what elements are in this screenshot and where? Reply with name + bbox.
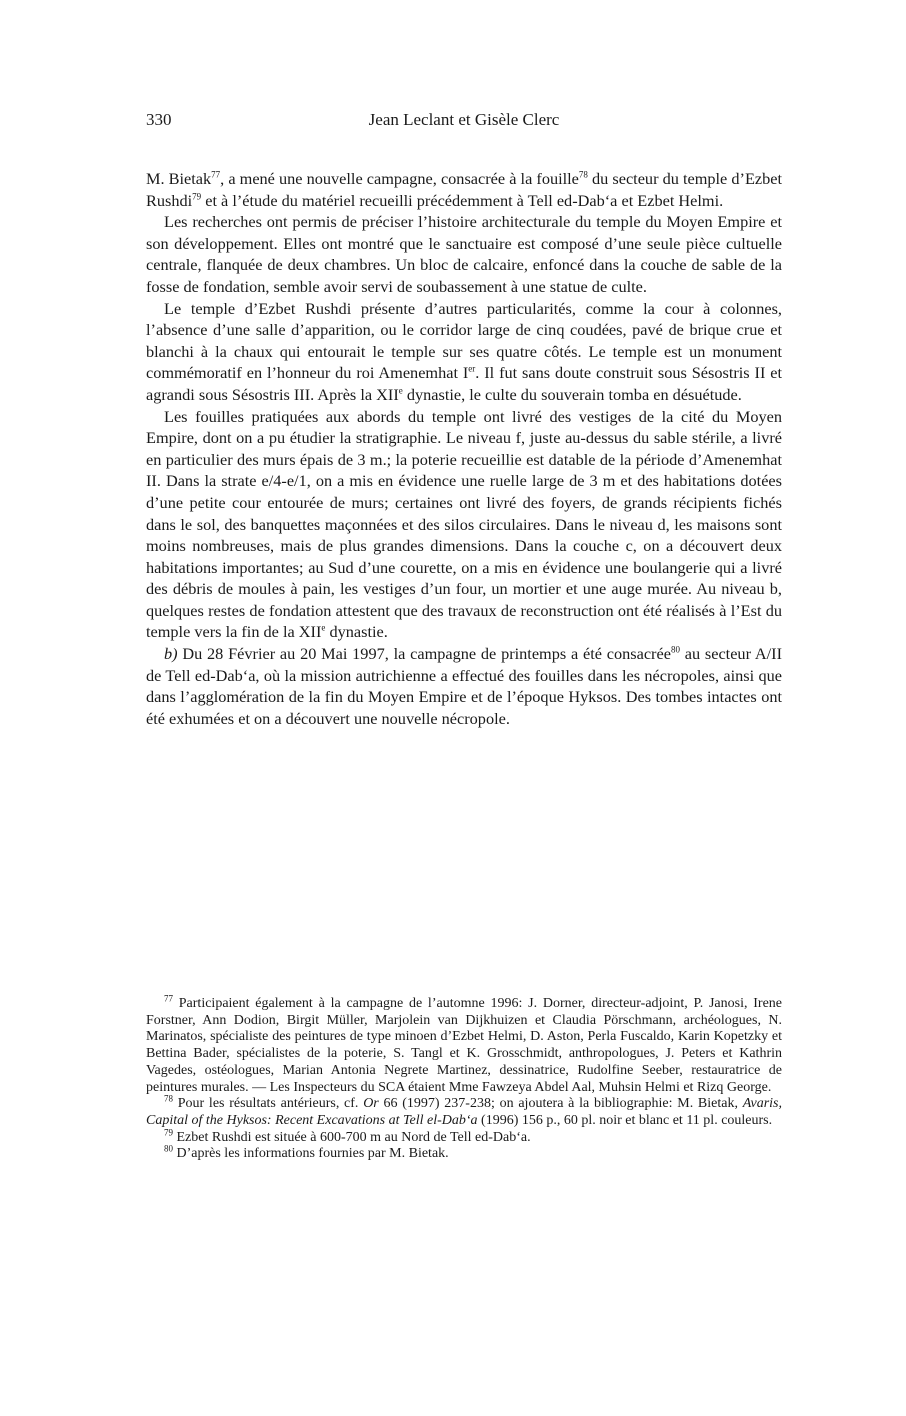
- text-run: . Il fut sans doute construit sous Sésostris II et agrandi sous Sésostris III. Après la XII: [146, 363, 783, 404]
- note-reference: er: [468, 363, 476, 374]
- footnote: [146, 993, 782, 1096]
- body-paragraph: [146, 298, 782, 406]
- running-header: [146, 110, 782, 134]
- body-text: [146, 168, 782, 729]
- text-run: Du 28 Février au 20 Mai 1997, la campagne de printemps a été consacrée: [177, 644, 671, 664]
- note-reference: e: [321, 623, 326, 634]
- text-run: 66 (1997) 237-238; on ajoutera à la bibliographie: M. Bietak,: [378, 1096, 743, 1112]
- italic-text: Avaris, Capital of the Hyksos: Recent Excavations at Tell el-Dab‘a: [146, 1096, 782, 1128]
- text-run: Le temple d’Ezbet Rushdi présente d’autres particularités, comme la cour à colonnes, l’absence d’une salle d’apparition, ou le corridor large de cinq coudées, pavé de brique crue et blanchi à la chaux qui entourait le temple sur ses quatre côtés. Le temple est un monument commémoratif en l’honneur du roi Amenemhat I: [146, 298, 782, 383]
- body-paragraph: [146, 406, 782, 644]
- italic-text: b): [164, 644, 178, 664]
- text-run: D’après les informations fournies par M. Bietak.: [173, 1146, 449, 1162]
- text-run: Participaient également à la campagne de l’automne 1996: J. Dorner, directeur-adjoint, P. Janosi, Irene Forstner, Ann Dodion, Birgit Müller, Marjolein van Dijkhuizen et Claudia Pörschmann, archéologues, N. Marinatos, spécialiste des peintures de type minoen d’Ezbet Helmi, D. Aston, Perla Fuscaldo, Karin Kopetzky et Bettina Bader, spécialistes de la poterie, S. Tangl et K. Grosschmidt, anthropologues, J. Peters et Kathrin Vagedes, ostéologues, Marian Antonia Negrete Martinez, dessinatrice, Rudolfine Seeber, restauratrice de peintures murales. — Les Inspecteurs du SCA étaient Mme Fawzeya Abdel Aal, Muhsin Helmi et Rizq George.: [146, 996, 782, 1095]
- text-run: M. Bietak: [146, 169, 212, 188]
- note-reference: 78: [578, 169, 588, 180]
- body-paragraph: [146, 643, 782, 729]
- text-run: Ezbet Rushdi est située à 600-700 m au Nord de Tell ed-Dab‘a.: [173, 1129, 531, 1145]
- body-paragraph: [146, 168, 782, 211]
- page-content: [146, 110, 782, 729]
- note-reference: 77: [164, 993, 173, 1004]
- italic-text: Or: [363, 1096, 379, 1112]
- note-reference: 80: [670, 644, 680, 655]
- text-run: au secteur A/II de Tell ed-Dab‘a, où la mission autrichienne a effectué des fouilles dans les nécropoles, ainsi que dans l’agglomération de la fin du Moyen Empire et de l’époque Hyksos. Des tombes intactes ont été exhumées et on a découvert une nouvelle nécropole.: [146, 644, 783, 728]
- text-run: Les fouilles pratiquées aux abords du temple ont livré des vestiges de la cité du Moyen Empire, dont on a pu étudier la stratigraphie. Le niveau f, juste au-dessus du sable stérile, a livré en particulier des murs épais de 3 m.; la poterie recueillie est datable de la période d’Amenemhat II. Dans la strate e/4-e/1, on a mis en évidence une ruelle large de 3 m et des habitations dotées d’une petite cour entourée de murs; certaines ont livré des foyers, de grands récipients fichés dans le sol, des banquettes maçonnées et des silos circulaires. Dans le niveau d, les maisons sont moins nombreuses, mais de plus grandes dimensions. Dans la couche c, on a découvert deux habitations importantes; au Sud d’une courette, on a mis en évidence une boulangerie qui a livré des débris de moules à pain, les vestiges d’un four, un mortier et une auge murée. Au niveau b, quelques restes de fondation attestent que des travaux de reconstruction ont été réalisés à l’Est du temple vers la fin de la XII: [146, 406, 782, 642]
- note-reference: e: [398, 385, 403, 396]
- text-run: (1996) 156 p., 60 pl. noir et blanc et 11 pl. couleurs.: [477, 1112, 773, 1128]
- text-run: , a mené une nouvelle campagne, consacrée à la fouille: [220, 169, 579, 188]
- text-run: Pour les résultats antérieurs, cf.: [173, 1096, 364, 1112]
- text-run: dynastie, le culte du souverain tomba en désuétude.: [402, 384, 742, 404]
- text-run: et à l’étude du matériel recueilli précédemment à Tell ed-Dab‘a et Ezbet Helmi.: [201, 190, 724, 210]
- footnote: [146, 1093, 782, 1129]
- footnotes: [146, 993, 782, 1163]
- body-paragraph: [146, 211, 782, 297]
- page-number: 330: [146, 110, 172, 129]
- text-run: dynastie.: [325, 622, 388, 642]
- note-reference: 79: [164, 1126, 173, 1137]
- note-reference: 79: [192, 191, 202, 202]
- note-reference: 78: [164, 1093, 173, 1104]
- footnote: [146, 1126, 782, 1147]
- text-run: Les recherches ont permis de préciser l’histoire architecturale du temple du Moyen Empire et son développement. Elles ont montré que le sanctuaire est composé d’une seule pièce cultuelle centrale, flanquée de deux chambres. Un bloc de calcaire, enfoncé dans la couche de sable de la fosse de fondation, semble avoir servi de soubassement à une statue de culte.: [146, 212, 782, 296]
- running-title: Jean Leclant et Gisèle Clerc: [368, 110, 560, 129]
- footnote: [146, 1143, 782, 1163]
- text-run: du secteur du temple d’Ezbet Rushdi: [146, 169, 783, 210]
- note-reference: 80: [164, 1143, 173, 1154]
- note-reference: 77: [211, 169, 221, 180]
